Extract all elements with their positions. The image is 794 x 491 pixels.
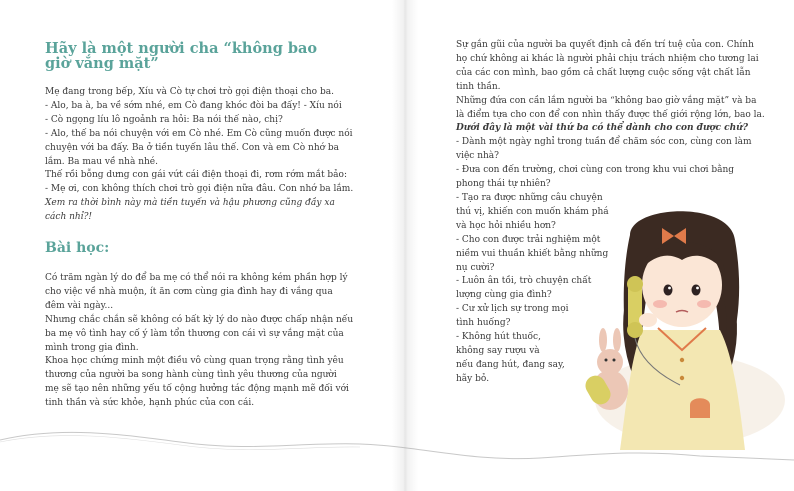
intro-line: Sự gắn gũi của người ba quyết định cả đến trí tuệ của con. Chính	[456, 40, 754, 50]
list-line: không say rượu và	[456, 345, 540, 356]
lesson-line: ba mẹ vô tình hay cố ý làm tổn thương con cái vì sự vắng mặt của	[45, 328, 344, 339]
list-line: - Cư xử lịch sự trong mọi	[456, 304, 569, 315]
story-italic-line: Xem ra thời bình này mà tiền tuyến và hậu phương cũng đầy xa	[45, 198, 335, 209]
story-line: - Mẹ ơi, con không thích chơi trò gọi điện nữa đâu. Con nhớ ba lắm.	[45, 184, 354, 195]
story-line: lắm. Ba mau về nhà nhé.	[45, 156, 158, 167]
intro-line: là điểm tựa cho con để con nhìn thấy được thế giới rộng lớn, bao la.	[456, 109, 765, 120]
list-line: thú vị, khiến con muốn khám phá	[456, 206, 609, 217]
list-line: việc nhà?	[456, 151, 499, 162]
telephone-icon	[627, 276, 643, 338]
list-line: - Luôn ân tồi, trò chuyện chất	[456, 276, 592, 287]
list-line: - Đưa con đến trường, chơi cùng con trong khu vui chơi bằng	[456, 165, 735, 176]
list-line: và học hỏi nhiều hơn?	[456, 220, 556, 231]
story-italic-line: cách nhỉ?!	[45, 212, 93, 223]
lesson-line: cho việc về nhà muộn, ít ăn cơm cùng gia đình hay đi vắng qua	[45, 286, 333, 297]
lesson-line: Nhưng chắc chắn sẽ không có bất kỳ lý do nào được chấp nhận nếu	[45, 314, 354, 325]
story-line: - Cò ngọng líu lô ngoảnh ra hỏi: Ba nói thế nào, chị?	[45, 114, 283, 125]
story-line: Thế rồi bỗng dưng con gái vứt cái điện thoại đi, rơm rớm mắt bảo:	[45, 170, 348, 181]
list-line: hãy bỏ.	[456, 373, 490, 384]
list-line: nếu đang hút, đang say,	[456, 359, 565, 370]
intro-line: họ chứ không ai khác là người phải chịu trách nhiệm cho tương lai	[456, 53, 759, 64]
lesson-line: Khoa học chứng minh một điều vô cùng quan trọng rằng tình yêu	[45, 356, 344, 367]
lesson-line: tinh thần và sức khỏe, hạnh phúc của con cái.	[45, 398, 255, 409]
lesson-line: mẹ sẽ tạo nên những yếu tố cộng hưởng tác động mạnh mẽ đối với	[45, 384, 349, 395]
lesson-line: đêm vài ngày...	[45, 300, 114, 311]
list-line: niềm vui thuần khiết bằng những	[456, 248, 609, 259]
list-line: - Dành một ngày nghỉ trong tuần để chăm sóc con, cùng con làm	[456, 137, 752, 148]
story-paragraph	[45, 86, 353, 225]
intro-line: Những đứa con cần lắm người ba “không bao giờ vắng mặt” và ba	[456, 95, 757, 106]
page-title: Hãy là một người cha “không bao giờ vắng mặt”	[45, 40, 318, 72]
lesson-line: mình trong gia đình.	[45, 342, 139, 353]
story-line: chuyện với ba đấy. Ba ở tiền tuyến lâu thế. Con và em Cò nhớ ba	[45, 142, 340, 153]
intro-line: của các con mình, bao gồm cả chất lượng cuộc sống vật chất lẫn	[456, 67, 751, 78]
story-line: - Alo, ba à, ba về sớm nhé, em Cò đang khóc đòi ba đấy! - Xíu nói	[45, 100, 342, 111]
lesson-line: Có trăm ngàn lý do để ba mẹ có thể nói ra không kém phần hợp lý	[45, 273, 348, 283]
story-line: Mẹ đang trong bếp, Xíu và Cò tự chơi trò gọi điện thoại cho ba.	[45, 87, 334, 97]
list-line: lượng cùng gia đình?	[456, 290, 552, 301]
lesson-line: thương của người ba song hành cùng tình yêu thương của người	[45, 370, 337, 381]
list-line: phong thái tự nhiên?	[456, 179, 551, 190]
intro-line: tinh thần.	[456, 81, 501, 92]
list-line: tình huống?	[456, 318, 511, 329]
list-line: - Tạo ra được những câu chuyện	[456, 192, 603, 203]
list-line: nụ cười?	[456, 262, 495, 273]
list-line: - Cho con được trải nghiệm một	[456, 234, 601, 245]
question-line: Dưới đây là một vài thứ ba có thể dành cho con được chứ?	[456, 123, 748, 134]
story-line: - Alo, thế ba nói chuyện với em Cò nhé. Em Cò cũng muốn được nói	[45, 128, 353, 139]
lesson-heading: Bài học:	[45, 240, 110, 256]
list-line: - Không hút thuốc,	[456, 332, 541, 343]
girl-illustration	[570, 200, 785, 450]
